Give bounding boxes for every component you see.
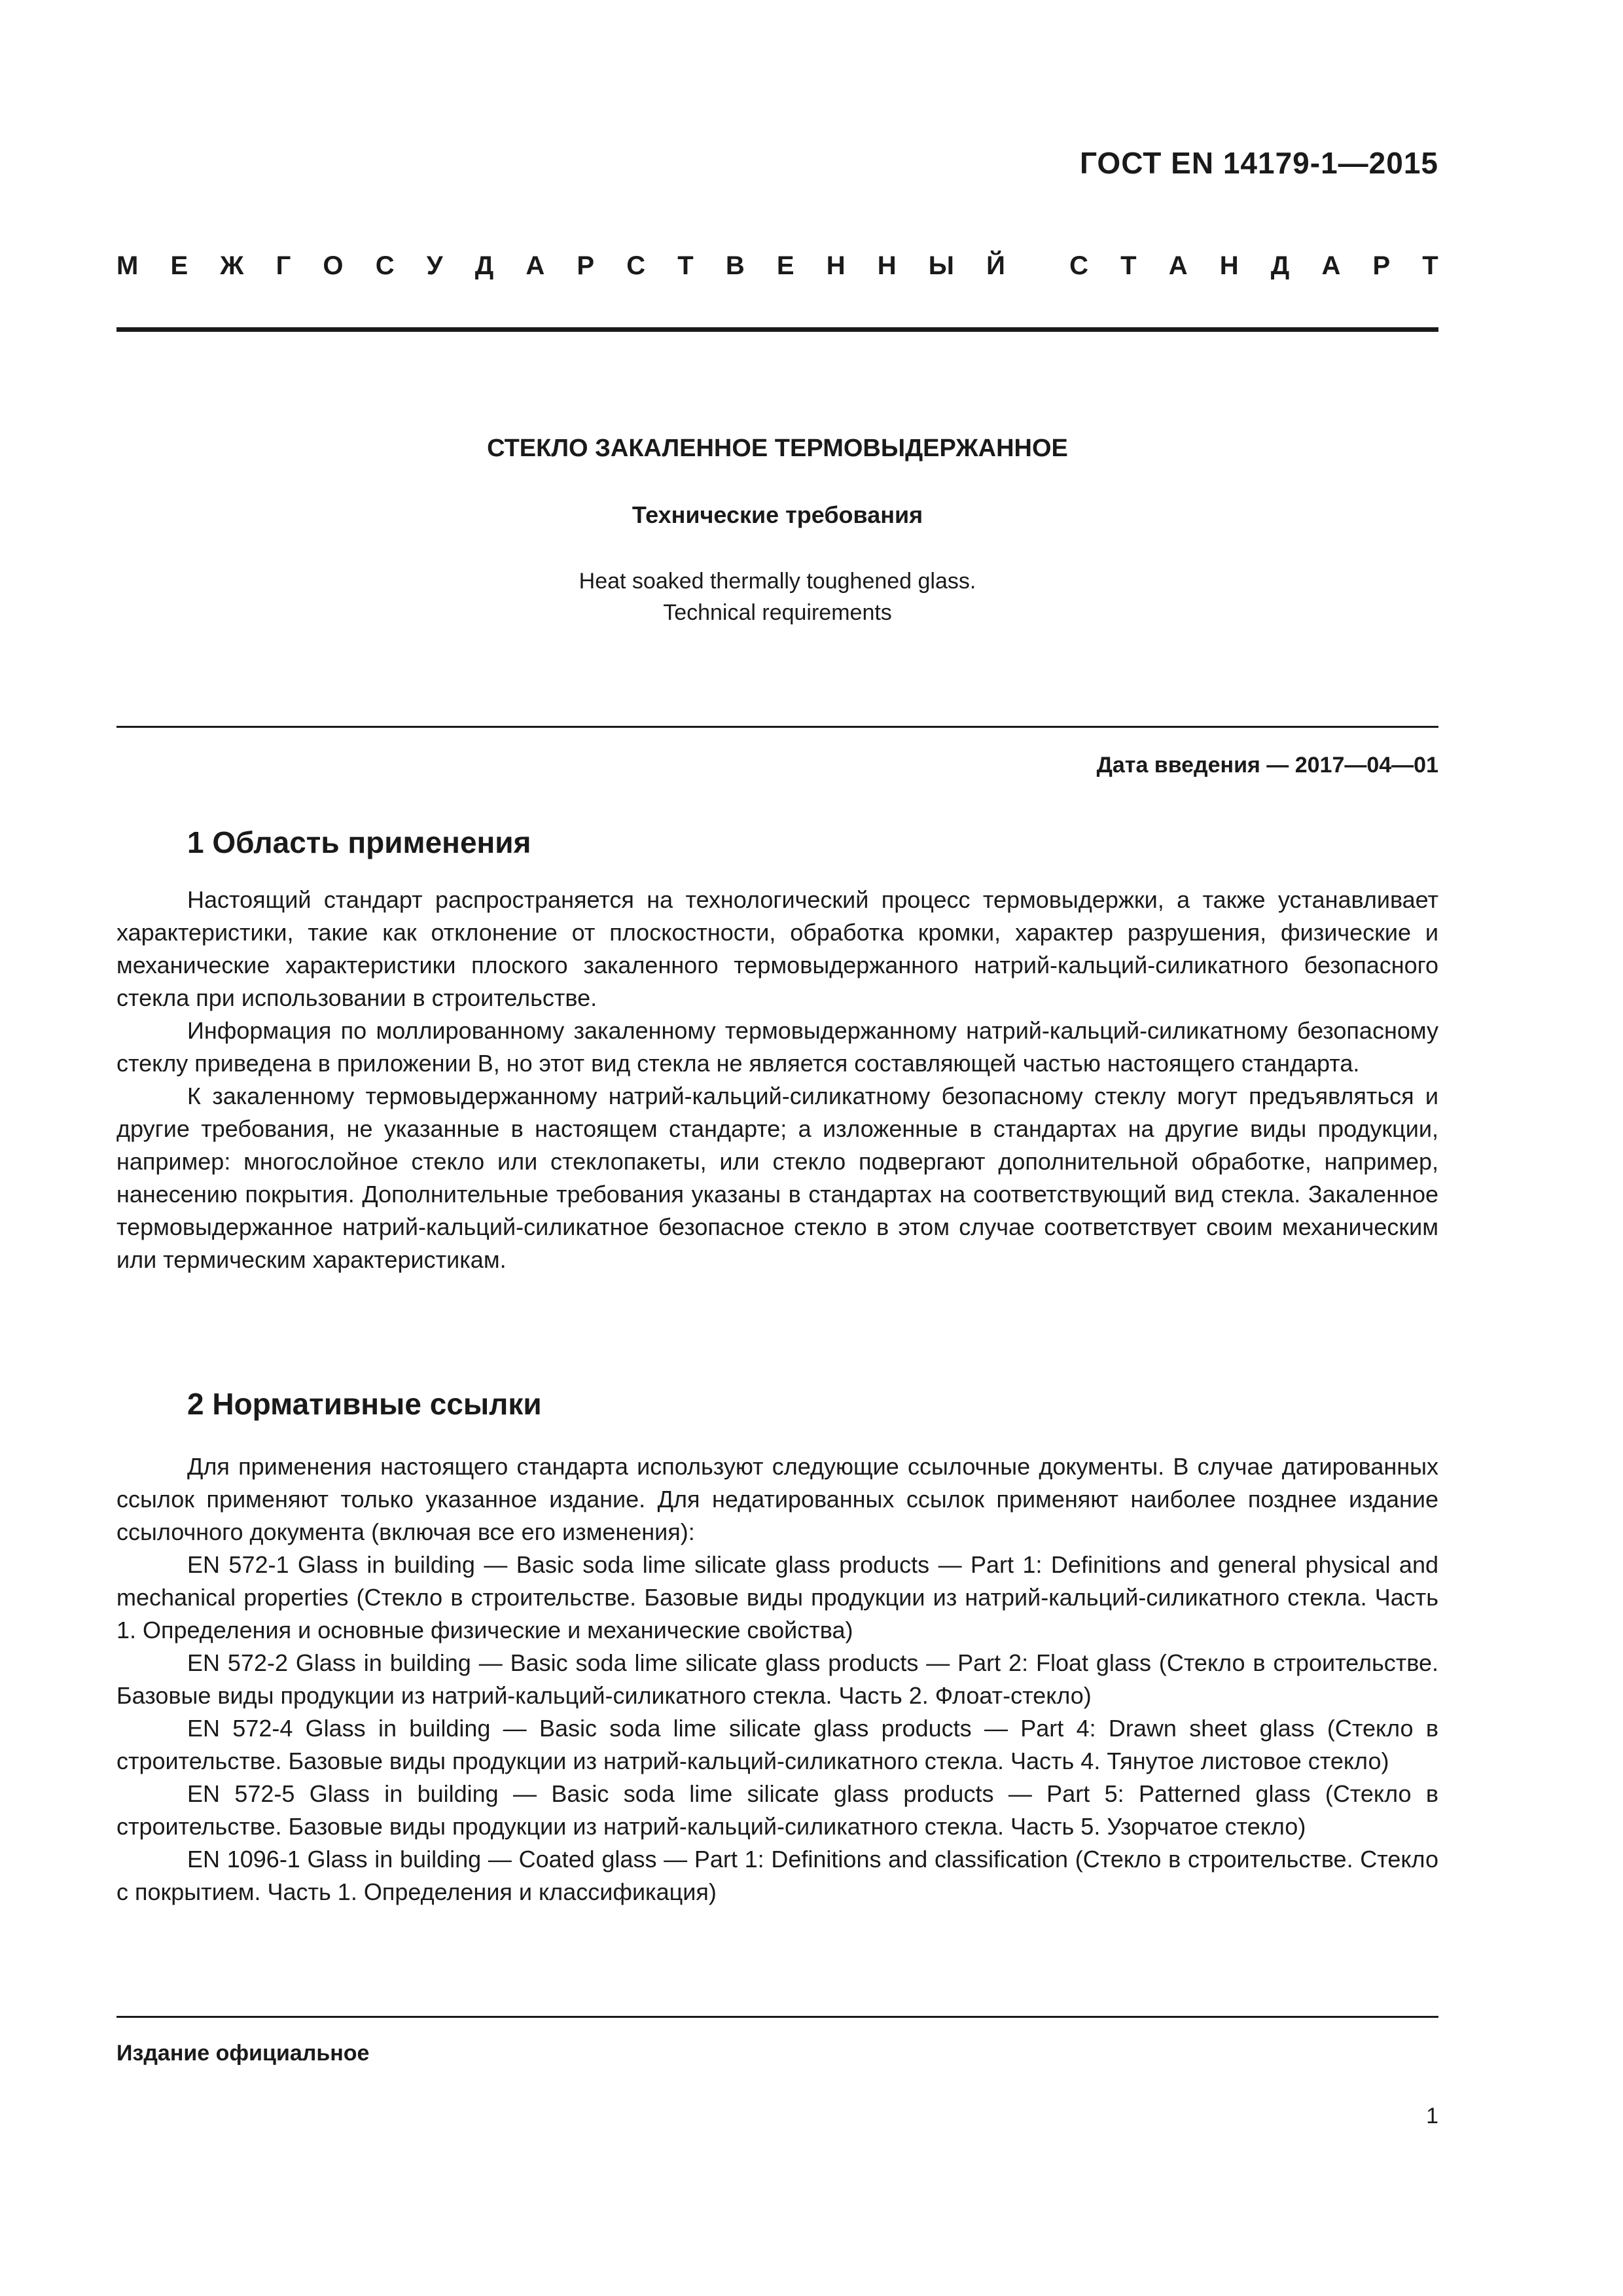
standard-kind-letter: А (526, 251, 545, 280)
reference-item: EN 572-1 Glass in building — Basic soda lime silicate glass products — Part 1: Definitions and general physical and mechanical properties (Стекло в строительстве. Базовые виды продукции из натрий-кальций-силикатного стекла. Часть 1. Определения и основные физические и механические свойства) (116, 1551, 1438, 1643)
standard-kind-letter: Р (577, 251, 595, 280)
section-heading-scope: 1 Область применения (187, 825, 531, 859)
standard-kind-letter: Ж (220, 251, 244, 280)
reference-item: EN 572-2 Glass in building — Basic soda lime silicate glass products — Part 2: Float glass (Стекло в строительстве. Базовые виды продукции из натрий-кальций-силикатного стекла. Часть 2. Флоат-стекло) (116, 1649, 1438, 1709)
standard-kind-letter: Р (1372, 251, 1391, 280)
paragraph: Настоящий стандарт распространяется на технологический процесс термовыдержки, а также устанавливает характеристики, такие как отклонение от плоскостности, обработка кромки, характер разрушения, физические и механические характеристики плоского закаленного термовыдержанного натрий-кальций-силикатного безопасного стекла при использовании в строительстве. (116, 886, 1438, 1011)
reference-item: EN 572-4 Glass in building — Basic soda lime silicate glass products — Part 4: Drawn sheet glass (Стекло в строительстве. Базовые виды продукции из натрий-кальций-силикатного стекла. Часть 4. Тянутое листовое стекло) (116, 1715, 1438, 1774)
standard-kind-letter: Е (170, 251, 188, 280)
standard-kind-label (116, 251, 1438, 281)
edition-label: Издание официальное (116, 2041, 370, 2066)
standard-kind-letter: У (426, 251, 443, 280)
page-number: 1 (1426, 2104, 1438, 2128)
standard-kind-letter: В (725, 251, 745, 280)
title-english-line: Technical requirements (663, 600, 892, 625)
title-english-line: Heat soaked thermally toughened glass. (579, 569, 976, 594)
document-title-english (116, 565, 1438, 628)
standard-kind-letter: Д (474, 251, 494, 280)
header-divider (116, 327, 1438, 332)
footer-divider (116, 2016, 1438, 2018)
standard-kind-letter: Т (677, 251, 694, 280)
standard-kind-letter: А (1321, 251, 1341, 280)
standard-kind-letter: М (116, 251, 139, 280)
standard-kind-letter: С (1069, 251, 1089, 280)
introduction-date: Дата введения — 2017—04—01 (1096, 753, 1438, 778)
document-number: ГОСТ EN 14179-1—2015 (1079, 146, 1438, 180)
standard-kind-letter: Н (877, 251, 897, 280)
standard-kind-letter: А (1168, 251, 1188, 280)
paragraph: Для применения настоящего стандарта используют следующие ссылочные документы. В случае датированных ссылок применяют только указанное издание. Для недатированных ссылок применяют наиболее позднее издание ссылочного документа (включая все его изменения): (116, 1453, 1438, 1545)
standard-kind-letter: Н (1219, 251, 1239, 280)
standard-kind-letter: Н (826, 251, 846, 280)
reference-item: EN 572-5 Glass in building — Basic soda lime silicate glass products — Part 5: Patterned glass (Стекло в строительстве. Базовые виды продукции из натрий-кальций-силикатного стекла. Часть 5. Узорчатое стекло) (116, 1780, 1438, 1840)
standard-kind-letter: О (323, 251, 344, 280)
title-divider (116, 726, 1438, 728)
document-title: СТЕКЛО ЗАКАЛЕННОЕ ТЕРМОВЫДЕРЖАННОЕ (487, 435, 1068, 462)
standard-kind-letter: С (375, 251, 395, 280)
standard-kind-letter: Й (986, 251, 1005, 280)
document-subtitle: Технические требования (632, 501, 923, 528)
standard-kind-letter: Д (1270, 251, 1290, 280)
standard-kind-letter: Т (1120, 251, 1137, 280)
standard-kind-letter: Ы (928, 251, 954, 280)
standard-kind-letter: Г (276, 251, 291, 280)
section-heading-references: 2 Нормативные ссылки (187, 1387, 542, 1421)
paragraph: Информация по моллированному закаленному термовыдержанному натрий-кальций-силикатному безопасному стеклу приведена в приложении В, но этот вид стекла не является составляющей частью настоящего стандарта. (116, 1017, 1438, 1077)
standard-kind-letter: С (626, 251, 646, 280)
section-body-references (116, 1450, 1438, 1909)
standard-kind-letter: Е (776, 251, 794, 280)
standard-kind-letter: Т (1422, 251, 1438, 280)
paragraph: К закаленному термовыдержанному натрий-кальций-силикатному безопасному стеклу могут предъявляться и другие требования, не указанные в настоящем стандарте; а изложенные в стандартах на другие виды продукции, например: многослойное стекло или стеклопакеты, или стекло подвергают дополнительной обработке, например, нанесению покрытия. Дополнительные требования указаны в стандартах на соответствующий вид стекла. Закаленное термовыдержанное натрий-кальций-силикатное безопасное стекло в этом случае соответствует своим механическим или термическим характеристикам. (116, 1083, 1438, 1273)
reference-item: EN 1096-1 Glass in building — Coated glass — Part 1: Definitions and classification (Стекло в строительстве. Стекло с покрытием. Часть 1. Определения и классификация) (116, 1846, 1438, 1905)
section-body-scope (116, 884, 1438, 1276)
